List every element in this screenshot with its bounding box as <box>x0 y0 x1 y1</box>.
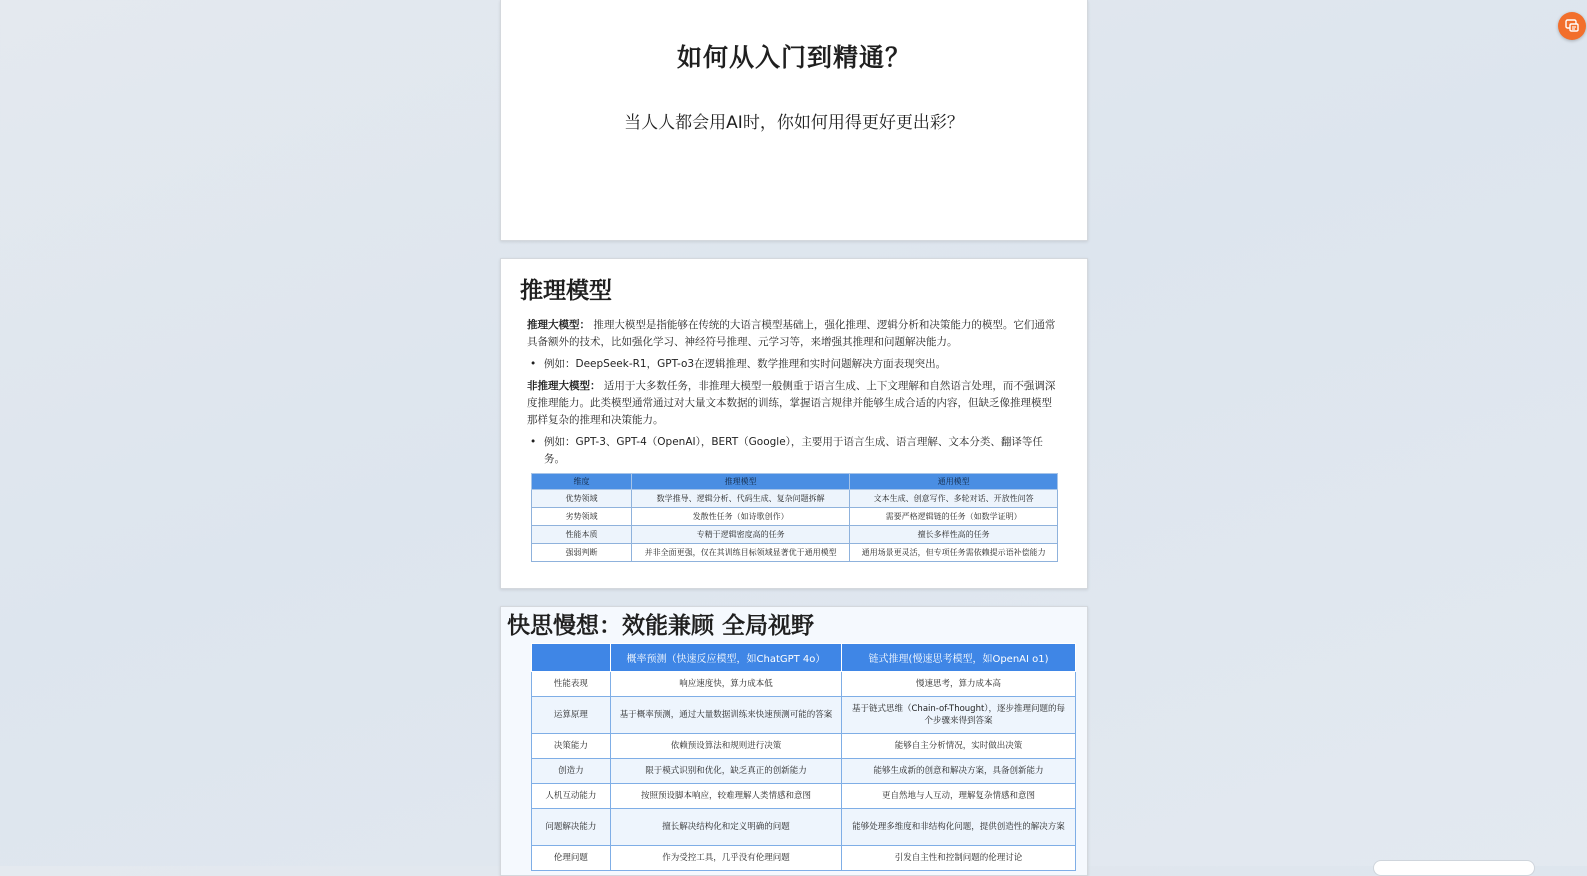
bullet-list <box>527 356 1059 373</box>
table-header-cell: 概率预测（快速反应模型，如ChatGPT 4o） <box>610 644 841 672</box>
table-cell: 性能本质 <box>532 526 632 544</box>
table-cell: 基于概率预测，通过大量数据训练来快速预测可能的答案 <box>610 697 841 734</box>
table-cell: 伦理问题 <box>532 846 611 871</box>
table-header-cell: 推理模型 <box>631 474 849 490</box>
table-row <box>532 672 1076 697</box>
table-row <box>532 508 1058 526</box>
table-row <box>532 784 1076 809</box>
table-cell: 通用场景更灵活，但专项任务需依赖提示语补偿能力 <box>850 544 1058 562</box>
table-cell: 响应速度快，算力成本低 <box>610 672 841 697</box>
bullet-list <box>527 434 1059 468</box>
table-header-cell: 通用模型 <box>850 474 1058 490</box>
table-row <box>532 734 1076 759</box>
table-cell: 问题解决能力 <box>532 809 611 846</box>
slide-page-2 <box>500 258 1088 589</box>
table-cell: 作为受控工具，几乎没有伦理问题 <box>610 846 841 871</box>
page-title: 如何从入门到精通？ <box>676 43 911 72</box>
list-item: • 例如：GPT-3、GPT-4（OpenAI），BERT（Google），主要用于语言生成、语言理解、文本分类、翻译等任务。 <box>527 434 1059 468</box>
reasoning-label: 推理大模型： <box>527 319 590 331</box>
table-cell: 依赖预设算法和规则进行决策 <box>610 734 841 759</box>
table-cell: 能够处理多维度和非结构化问题，提供创造性的解决方案 <box>842 809 1076 846</box>
table-cell: 需要严格逻辑链的任务（如数学证明） <box>850 508 1058 526</box>
table-header-cell <box>532 644 611 672</box>
table-header-cell: 维度 <box>532 474 632 490</box>
table-cell: 擅长多样性高的任务 <box>850 526 1058 544</box>
reasoning-text: 推理大模型是指能够在传统的大语言模型基础上，强化推理、逻辑分析和决策能力的模型。它们通常具备额外的技术，比如强化学习、神经符号推理、元学习等，来增强其推理和问题解决能力。 <box>527 319 1056 348</box>
table-cell: 基于链式思维（Chain-of-Thought），逐步推理问题的每个步骤来得到答案 <box>842 697 1076 734</box>
table-row <box>532 759 1076 784</box>
table-cell: 限于模式识别和优化，缺乏真正的创新能力 <box>610 759 841 784</box>
nonreasoning-label: 非推理大模型： <box>527 380 601 392</box>
slide-page-1 <box>500 0 1088 241</box>
table-row <box>532 809 1076 846</box>
table-cell: 擅长解决结构化和定义明确的问题 <box>610 809 841 846</box>
table-row <box>532 544 1058 562</box>
table-cell: 劣势领域 <box>532 508 632 526</box>
table-cell: 运算原理 <box>532 697 611 734</box>
bottom-toolbar[interactable] <box>1373 860 1535 876</box>
nonreasoning-text: 适用于大多数任务，非推理大模型一般侧重于语言生成、上下文理解和自然语言处理，而不强调深度推理能力。此类模型通常通过对大量文本数据的训练，掌握语言规律并能够生成合适的内容，但缺乏像推理模型那样复杂的推理和决策能力。 <box>527 380 1056 426</box>
table-cell: 强弱判断 <box>532 544 632 562</box>
table-cell: 发散性任务（如诗歌创作） <box>631 508 849 526</box>
paragraph-reasoning <box>527 317 1059 351</box>
table-cell: 更自然地与人互动，理解复杂情感和意图 <box>842 784 1076 809</box>
list-item: • 例如：DeepSeek-R1，GPT-o3在逻辑推理、数学推理和实时问题解决方面表现突出。 <box>527 356 1059 373</box>
comparison-table <box>531 473 1058 562</box>
table-cell: 引发自主性和控制问题的伦理讨论 <box>842 846 1076 871</box>
table-cell: 按照预设脚本响应，较难理解人类情感和意图 <box>610 784 841 809</box>
table-cell: 数学推导、逻辑分析、代码生成、复杂问题拆解 <box>631 490 849 508</box>
table-row <box>532 697 1076 734</box>
page-title: 快思慢想：效能兼顾 全局视野 <box>507 613 815 639</box>
table-cell: 人机互动能力 <box>532 784 611 809</box>
table-cell: 并非全面更强，仅在其训练目标领域显著优于通用模型 <box>631 544 849 562</box>
table-cell: 能够生成新的创意和解决方案，具备创新能力 <box>842 759 1076 784</box>
table-row <box>532 526 1058 544</box>
chat-bubble-icon[interactable] <box>1558 12 1586 40</box>
table-header-cell: 链式推理(慢速思考模型，如OpenAI o1) <box>842 644 1076 672</box>
table-cell: 文本生成、创意写作、多轮对话、开放性问答 <box>850 490 1058 508</box>
table-row <box>532 846 1076 871</box>
fast-slow-table <box>531 643 1076 871</box>
paragraph-nonreasoning <box>527 378 1059 429</box>
table-cell: 优势领域 <box>532 490 632 508</box>
slide-page-3 <box>500 606 1088 876</box>
table-cell: 专精于逻辑密度高的任务 <box>631 526 849 544</box>
table-row <box>532 490 1058 508</box>
page-title: 推理模型 <box>520 278 612 304</box>
page-subtitle: 当人人都会用AI时，你如何用得更好更出彩？ <box>624 113 964 133</box>
table-cell: 决策能力 <box>532 734 611 759</box>
table-cell: 创造力 <box>532 759 611 784</box>
page-body <box>527 317 1059 473</box>
table-cell: 慢速思考，算力成本高 <box>842 672 1076 697</box>
chat-bubble-glyph <box>1564 18 1580 34</box>
table-cell: 性能表现 <box>532 672 611 697</box>
table-cell: 能够自主分析情况，实时做出决策 <box>842 734 1076 759</box>
table-header-row <box>532 474 1058 490</box>
table-header-row <box>532 644 1076 672</box>
